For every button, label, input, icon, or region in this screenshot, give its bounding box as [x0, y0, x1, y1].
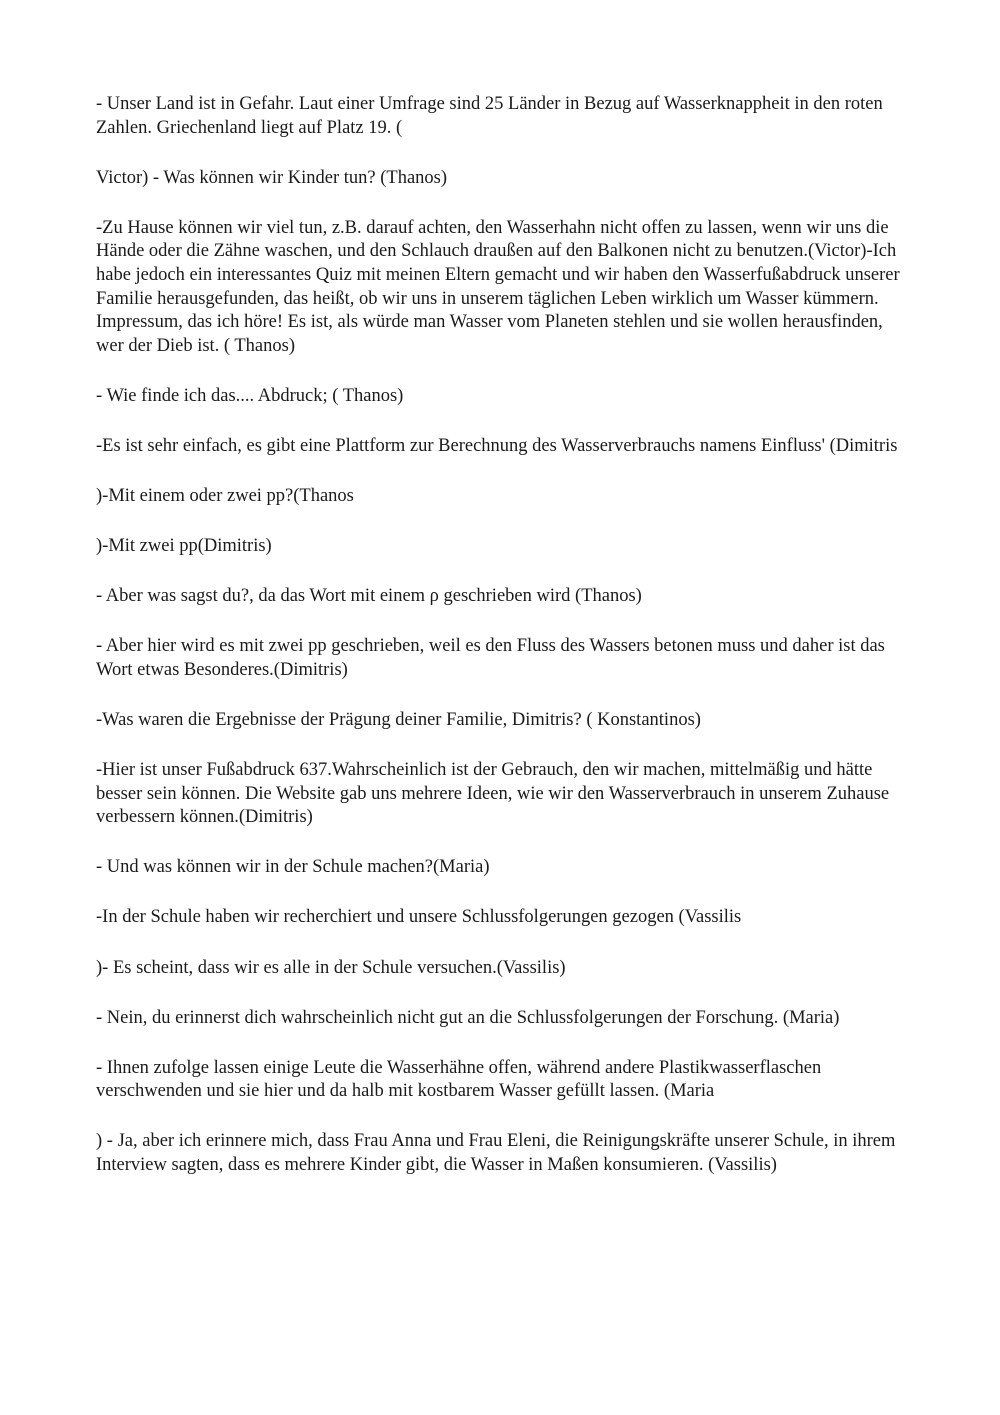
- paragraph-impressum: Impressum, das ich höre! Es ist, als würde man Wasser vom Planeten stehlen und sie wollen herausfinden, wer der Dieb ist. ( Thanos): [96, 312, 883, 356]
- paragraph-school-question: - Und was können wir in der Schule machen?(Maria): [96, 857, 490, 878]
- paragraph-intro: - Unser Land ist in Gefahr. Laut einer Umfrage sind 25 Länder in Bezug auf Wasserknappheit in den roten Zahlen. Griechenland liegt auf Platz 19. (: [96, 94, 883, 138]
- paragraph-two-pp: )-Mit zwei pp(Dimitris): [96, 536, 272, 557]
- paragraph-results-question: -Was waren die Ergebnisse der Prägung deiner Familie, Dimitris? ( Konstantinos): [96, 710, 701, 730]
- paragraph-what-say: - Aber was sagst du?, da das Wort mit einem ρ geschrieben wird (Thanos): [96, 586, 642, 607]
- paragraph-remember: - Nein, du erinnerst dich wahrscheinlich nicht gut an die Schlussfolgerungen der Forschung. (Maria): [96, 1007, 840, 1028]
- paragraph-everyone-tries: )- Es scheint, dass wir es alle in der Schule versuchen.(Vassilis): [96, 957, 566, 978]
- paragraph-waste: - Ihnen zufolge lassen einige Leute die Wasserhähne offen, während andere Plastikwasserflaschen verschwenden und sie hier und da halb mit kostbarem Wasser gefüllt lassen. (Maria: [96, 1057, 822, 1102]
- paragraph-two-pp-explained: - Aber hier wird es mit zwei pp geschrieben, weil es den Fluss des Wassers betonen muss und daher ist das Wort etwas Besonderes.(Dimitris): [96, 636, 885, 680]
- paragraph-footprint-637: -Hier ist unser Fußabdruck 637.Wahrscheinlich ist der Gebrauch, den wir machen, mittelmäßig und hätte besser sein können. Die Website gab uns mehrere Ideen, wie wir den Wasserverbrauch in unserem Zuhause verbessern können.(Dimitris): [96, 760, 890, 828]
- paragraph-one-or-two-pp: )-Mit einem oder zwei pp?(Thanos: [96, 486, 354, 507]
- paragraph-victor-question: Victor) - Was können wir Kinder tun? (Thanos): [96, 167, 448, 188]
- paragraph-interview: ) - Ja, aber ich erinnere mich, dass Frau Anna und Frau Eleni, die Reinigungskräfte unserer Schule, in ihrem Interview sagten, dass es mehrere Kinder gibt, die Wasser in Maßen konsumieren. (Vassilis): [96, 1131, 896, 1176]
- document-page: [96, 93, 911, 1204]
- paragraph-research: -In der Schule haben wir recherchiert und unsere Schlussfolgerungen gezogen (Vassilis: [96, 907, 742, 928]
- paragraph-find-footprint: - Wie finde ich das.... Abdruck; ( Thanos): [96, 385, 404, 406]
- paragraph-quiz: habe jedoch ein interessantes Quiz mit meinen Eltern gemacht und wir haben den Wasserfußabdruck unserer Familie herausgefunden, das heißt, ob wir uns in unserem täglichen Leben wirklich um Wasser kümmern.: [96, 264, 900, 309]
- paragraph-platform: -Es ist sehr einfach, es gibt eine Plattform zur Berechnung des Wasserverbrauchs namens Einfluss' (Dimitris: [96, 435, 898, 456]
- paragraph-home-tips: -Zu Hause können wir viel tun, z.B. darauf achten, den Wasserhahn nicht offen zu lassen, wenn wir uns die Hände oder die Zähne waschen, und den Schlauch draußen auf den Balkonen nicht zu benutzen.(Victor)-Ich: [96, 217, 897, 262]
